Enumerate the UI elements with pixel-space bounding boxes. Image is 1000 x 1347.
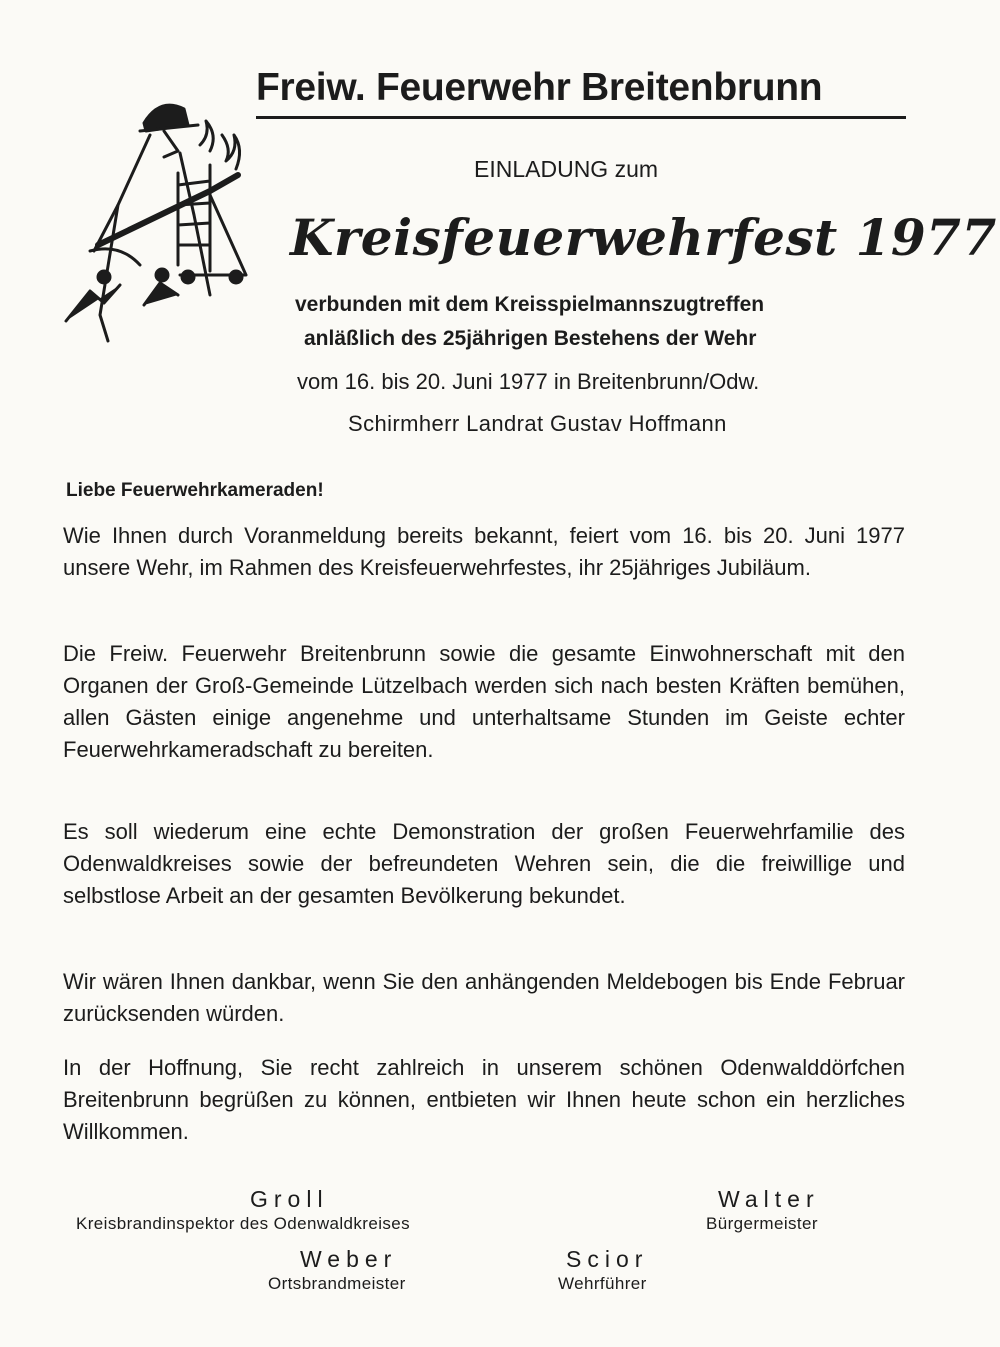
signature-role: Kreisbrandinspektor des Odenwaldkreises (76, 1214, 411, 1233)
paragraph: Wie Ihnen durch Voranmeldung bereits bekannt, feiert vom 16. bis 20. Juni 1977 unsere Wehr, im Rahmen des Kreisfeuerwehrfestes, ihr 25jähriges Jubiläum. (63, 523, 905, 580)
paragraph: Es soll wiederum eine echte Demonstration der großen Feuerwehrfamilie des Odenwaldkreises sowie der befreundeten Wehren sein, die die freiwillige und selbstlose Arbeit an der gesamten Bevölkerung bekundet. (63, 819, 905, 908)
event-title: Kreisfeuerwehrfest 1977 (290, 208, 997, 267)
signature-role: Ortsbrandmeister (268, 1274, 406, 1293)
paragraph: Die Freiw. Feuerwehr Breitenbrunn sowie die gesamte Einwohnerschaft mit den Organen der Groß-Gemeinde Lützelbach werden sich nach besten Kräften bemühen, allen Gästen einige angenehme und unterhaltsame Stunden im Geiste echter Feuerwehrkameradschaft zu bereiten. (63, 641, 905, 762)
invitation-label: EINLADUNG zum (474, 156, 659, 182)
date-place: vom 16. bis 20. Juni 1977 in Breitenbrunn/Odw. (297, 369, 760, 394)
signature-name: Weber (300, 1246, 398, 1272)
signature-name: Walter (718, 1186, 820, 1212)
title-underline (256, 116, 906, 119)
firefighter-illustration-icon (60, 95, 260, 360)
paragraph: In der Hoffnung, Sie recht zahlreich in unserem schönen Odenwalddörfchen Breitenbrunn begrüßen zu können, entbieten wir Ihnen heute schon ein herzliches Willkommen. (63, 1055, 905, 1144)
signature-name: Scior (566, 1246, 649, 1272)
paragraph: Wir wären Ihnen dankbar, wenn Sie den anhängenden Meldebogen bis Ende Februar zurücksenden würden. (63, 969, 905, 1026)
patron-line: Schirmherr Landrat Gustav Hoffmann (348, 411, 727, 436)
org-name: Freiw. Feuerwehr Breitenbrunn (256, 66, 823, 109)
subtitle-line-2: anläßlich des 25jährigen Bestehens der Wehr (304, 327, 757, 350)
signature-name: Groll (250, 1186, 329, 1212)
signature-role: Wehrführer (558, 1274, 647, 1293)
greeting: Liebe Feuerwehrkameraden! (66, 480, 324, 501)
subtitle-line-1: verbunden mit dem Kreisspielmannszugtreffen (295, 293, 765, 316)
signature-role: Bürgermeister (706, 1214, 818, 1233)
